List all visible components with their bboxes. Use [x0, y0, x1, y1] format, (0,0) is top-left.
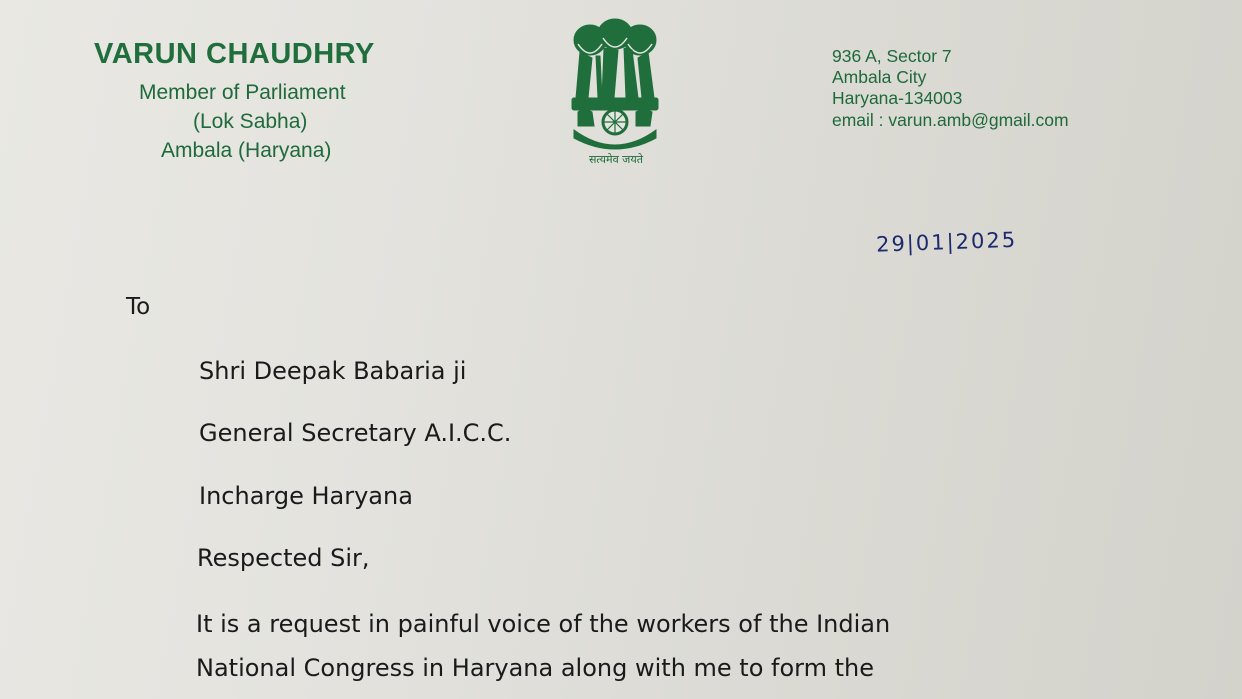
address-line-2: Ambala City — [832, 67, 927, 87]
handwritten-date-text: 29|01|2025 — [875, 227, 1018, 257]
emblem-motto: सत्यमेव जयते — [588, 153, 643, 166]
recipient-name: Shri Deepak Babaria ji — [199, 357, 467, 385]
sender-designation: Member of Parliament — [139, 81, 346, 104]
address-line-3: Haryana-134003 — [832, 88, 963, 108]
greeting: Respected Sir, — [197, 544, 370, 572]
address-line-1: 936 A, Sector 7 — [832, 46, 952, 66]
email-line: email : varun.amb@gmail.com — [832, 110, 1069, 130]
salutation-to: To — [126, 294, 151, 320]
sender-name: VARUN CHAUDHRY — [94, 38, 375, 70]
handwritten-date — [870, 215, 1090, 265]
body-line-1: It is a request in painful voice of the workers of the Indian — [196, 610, 891, 638]
body-line-2: National Congress in Haryana along with me to form the — [196, 654, 874, 682]
sender-house: (Lok Sabha) — [193, 110, 308, 133]
sender-constituency: Ambala (Haryana) — [161, 139, 332, 162]
recipient-title: General Secretary A.I.C.C. — [199, 419, 512, 447]
recipient-role: Incharge Haryana — [199, 482, 413, 510]
